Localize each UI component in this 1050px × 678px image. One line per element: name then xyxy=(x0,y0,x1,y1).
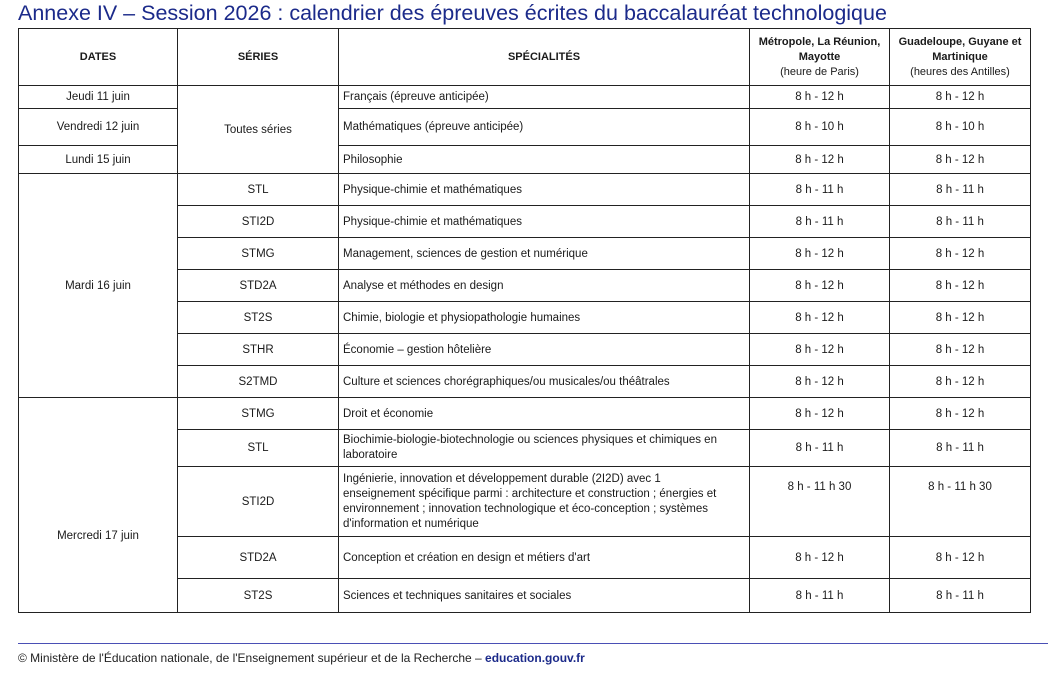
specialite-cell: Mathématiques (épreuve anticipée) xyxy=(339,109,750,146)
metropole-time-cell: 8 h - 12 h xyxy=(750,270,890,302)
serie-cell: ST2S xyxy=(178,302,339,334)
metropole-time-cell: 8 h - 11 h xyxy=(750,430,890,467)
antilles-time-cell: 8 h - 12 h xyxy=(890,334,1031,366)
serie-cell: STMG xyxy=(178,398,339,430)
antilles-time-cell: 8 h - 11 h xyxy=(890,430,1031,467)
page-title: Annexe IV – Session 2026 : calendrier des épreuves écrites du baccalauréat technologique xyxy=(18,1,887,25)
specialite-cell: Physique-chimie et mathématiques xyxy=(339,174,750,206)
metropole-time-cell: 8 h - 12 h xyxy=(750,86,890,109)
antilles-time-cell: 8 h - 12 h xyxy=(890,398,1031,430)
antilles-time-cell: 8 h - 10 h xyxy=(890,109,1031,146)
table-row xyxy=(19,146,1031,174)
specialite-cell: Sciences et techniques sanitaires et sociales xyxy=(339,579,750,613)
serie-cell: ST2S xyxy=(178,579,339,613)
antilles-time-cell: 8 h - 11 h xyxy=(890,174,1031,206)
table-row xyxy=(19,398,1031,430)
antilles-time-cell: 8 h - 12 h xyxy=(890,366,1031,398)
date-cell: Jeudi 11 juin xyxy=(19,86,178,109)
serie-cell: STD2A xyxy=(178,270,339,302)
antilles-time-cell: 8 h - 12 h xyxy=(890,302,1031,334)
specialite-cell: Conception et création en design et métiers d'art xyxy=(339,537,750,579)
metropole-time-cell: 8 h - 12 h xyxy=(750,302,890,334)
date-cell: Mercredi 17 juin xyxy=(19,398,178,613)
serie-cell: STL xyxy=(178,430,339,467)
specialite-cell: Droit et économie xyxy=(339,398,750,430)
antilles-time-cell: 8 h - 12 h xyxy=(890,146,1031,174)
header-series: SÉRIES xyxy=(178,29,339,86)
metropole-time-cell: 8 h - 12 h xyxy=(750,398,890,430)
table-row xyxy=(19,109,1031,146)
date-cell: Vendredi 12 juin xyxy=(19,109,178,146)
antilles-time-cell: 8 h - 12 h xyxy=(890,270,1031,302)
serie-cell: Toutes séries xyxy=(178,86,339,174)
metropole-time-cell: 8 h - 11 h xyxy=(750,174,890,206)
metropole-time-cell: 8 h - 12 h xyxy=(750,366,890,398)
footer-link[interactable]: education.gouv.fr xyxy=(485,651,585,665)
footer-divider xyxy=(18,643,1048,644)
header-metropole-label: Métropole, La Réunion, Mayotte xyxy=(758,35,881,63)
specialite-cell: Philosophie xyxy=(339,146,750,174)
footer-copyright: © Ministère de l'Éducation nationale, de l'Enseignement supérieur et de la Recherche – xyxy=(18,651,486,665)
antilles-time-cell: 8 h - 11 h xyxy=(890,206,1031,238)
serie-cell: STL xyxy=(178,174,339,206)
metropole-time-cell: 8 h - 11 h xyxy=(750,579,890,613)
header-metropole-sub: (heure de Paris) xyxy=(780,65,859,78)
metropole-time-cell: 8 h - 10 h xyxy=(750,109,890,146)
metropole-time-cell: 8 h - 12 h xyxy=(750,334,890,366)
specialite-cell: Management, sciences de gestion et numérique xyxy=(339,238,750,270)
specialite-cell: Culture et sciences chorégraphiques/ou musicales/ou théâtrales xyxy=(339,366,750,398)
specialite-cell: Physique-chimie et mathématiques xyxy=(339,206,750,238)
specialite-cell: Chimie, biologie et physiopathologie humaines xyxy=(339,302,750,334)
specialite-cell: Économie – gestion hôtelière xyxy=(339,334,750,366)
serie-cell: STHR xyxy=(178,334,339,366)
exam-calendar-table xyxy=(18,28,1031,613)
specialite-cell: Analyse et méthodes en design xyxy=(339,270,750,302)
antilles-time-cell: 8 h - 11 h xyxy=(890,579,1031,613)
table-row xyxy=(19,86,1031,109)
header-antilles-label: Guadeloupe, Guyane et Martinique xyxy=(898,35,1022,63)
specialite-cell: Français (épreuve anticipée) xyxy=(339,86,750,109)
antilles-time-cell: 8 h - 12 h xyxy=(890,238,1031,270)
specialite-cell: Ingénierie, innovation et développement durable (2I2D) avec 1 enseignement spécifique parmi : architecture et construction ; énergies et environnement ; innovation technologique et éco-conception ; systèmes d'information et numérique xyxy=(339,467,750,537)
table-header-row xyxy=(19,29,1031,86)
table-row xyxy=(19,174,1031,206)
footer xyxy=(18,651,585,665)
date-cell: Mardi 16 juin xyxy=(19,174,178,398)
serie-cell: STMG xyxy=(178,238,339,270)
metropole-time-cell: 8 h - 11 h xyxy=(750,206,890,238)
antilles-time-cell: 8 h - 11 h 30 xyxy=(890,467,1031,537)
serie-cell: S2TMD xyxy=(178,366,339,398)
antilles-time-cell: 8 h - 12 h xyxy=(890,86,1031,109)
serie-cell: STI2D xyxy=(178,467,339,537)
header-dates: DATES xyxy=(19,29,178,86)
header-metropole xyxy=(750,29,890,86)
header-specialites: SPÉCIALITÉS xyxy=(339,29,750,86)
header-antilles-sub: (heures des Antilles) xyxy=(910,65,1010,78)
antilles-time-cell: 8 h - 12 h xyxy=(890,537,1031,579)
serie-cell: STI2D xyxy=(178,206,339,238)
metropole-time-cell: 8 h - 11 h 30 xyxy=(750,467,890,537)
header-antilles xyxy=(890,29,1031,86)
specialite-cell: Biochimie-biologie-biotechnologie ou sciences physiques et chimiques en laboratoire xyxy=(339,430,750,467)
metropole-time-cell: 8 h - 12 h xyxy=(750,537,890,579)
date-cell: Lundi 15 juin xyxy=(19,146,178,174)
metropole-time-cell: 8 h - 12 h xyxy=(750,146,890,174)
metropole-time-cell: 8 h - 12 h xyxy=(750,238,890,270)
serie-cell: STD2A xyxy=(178,537,339,579)
